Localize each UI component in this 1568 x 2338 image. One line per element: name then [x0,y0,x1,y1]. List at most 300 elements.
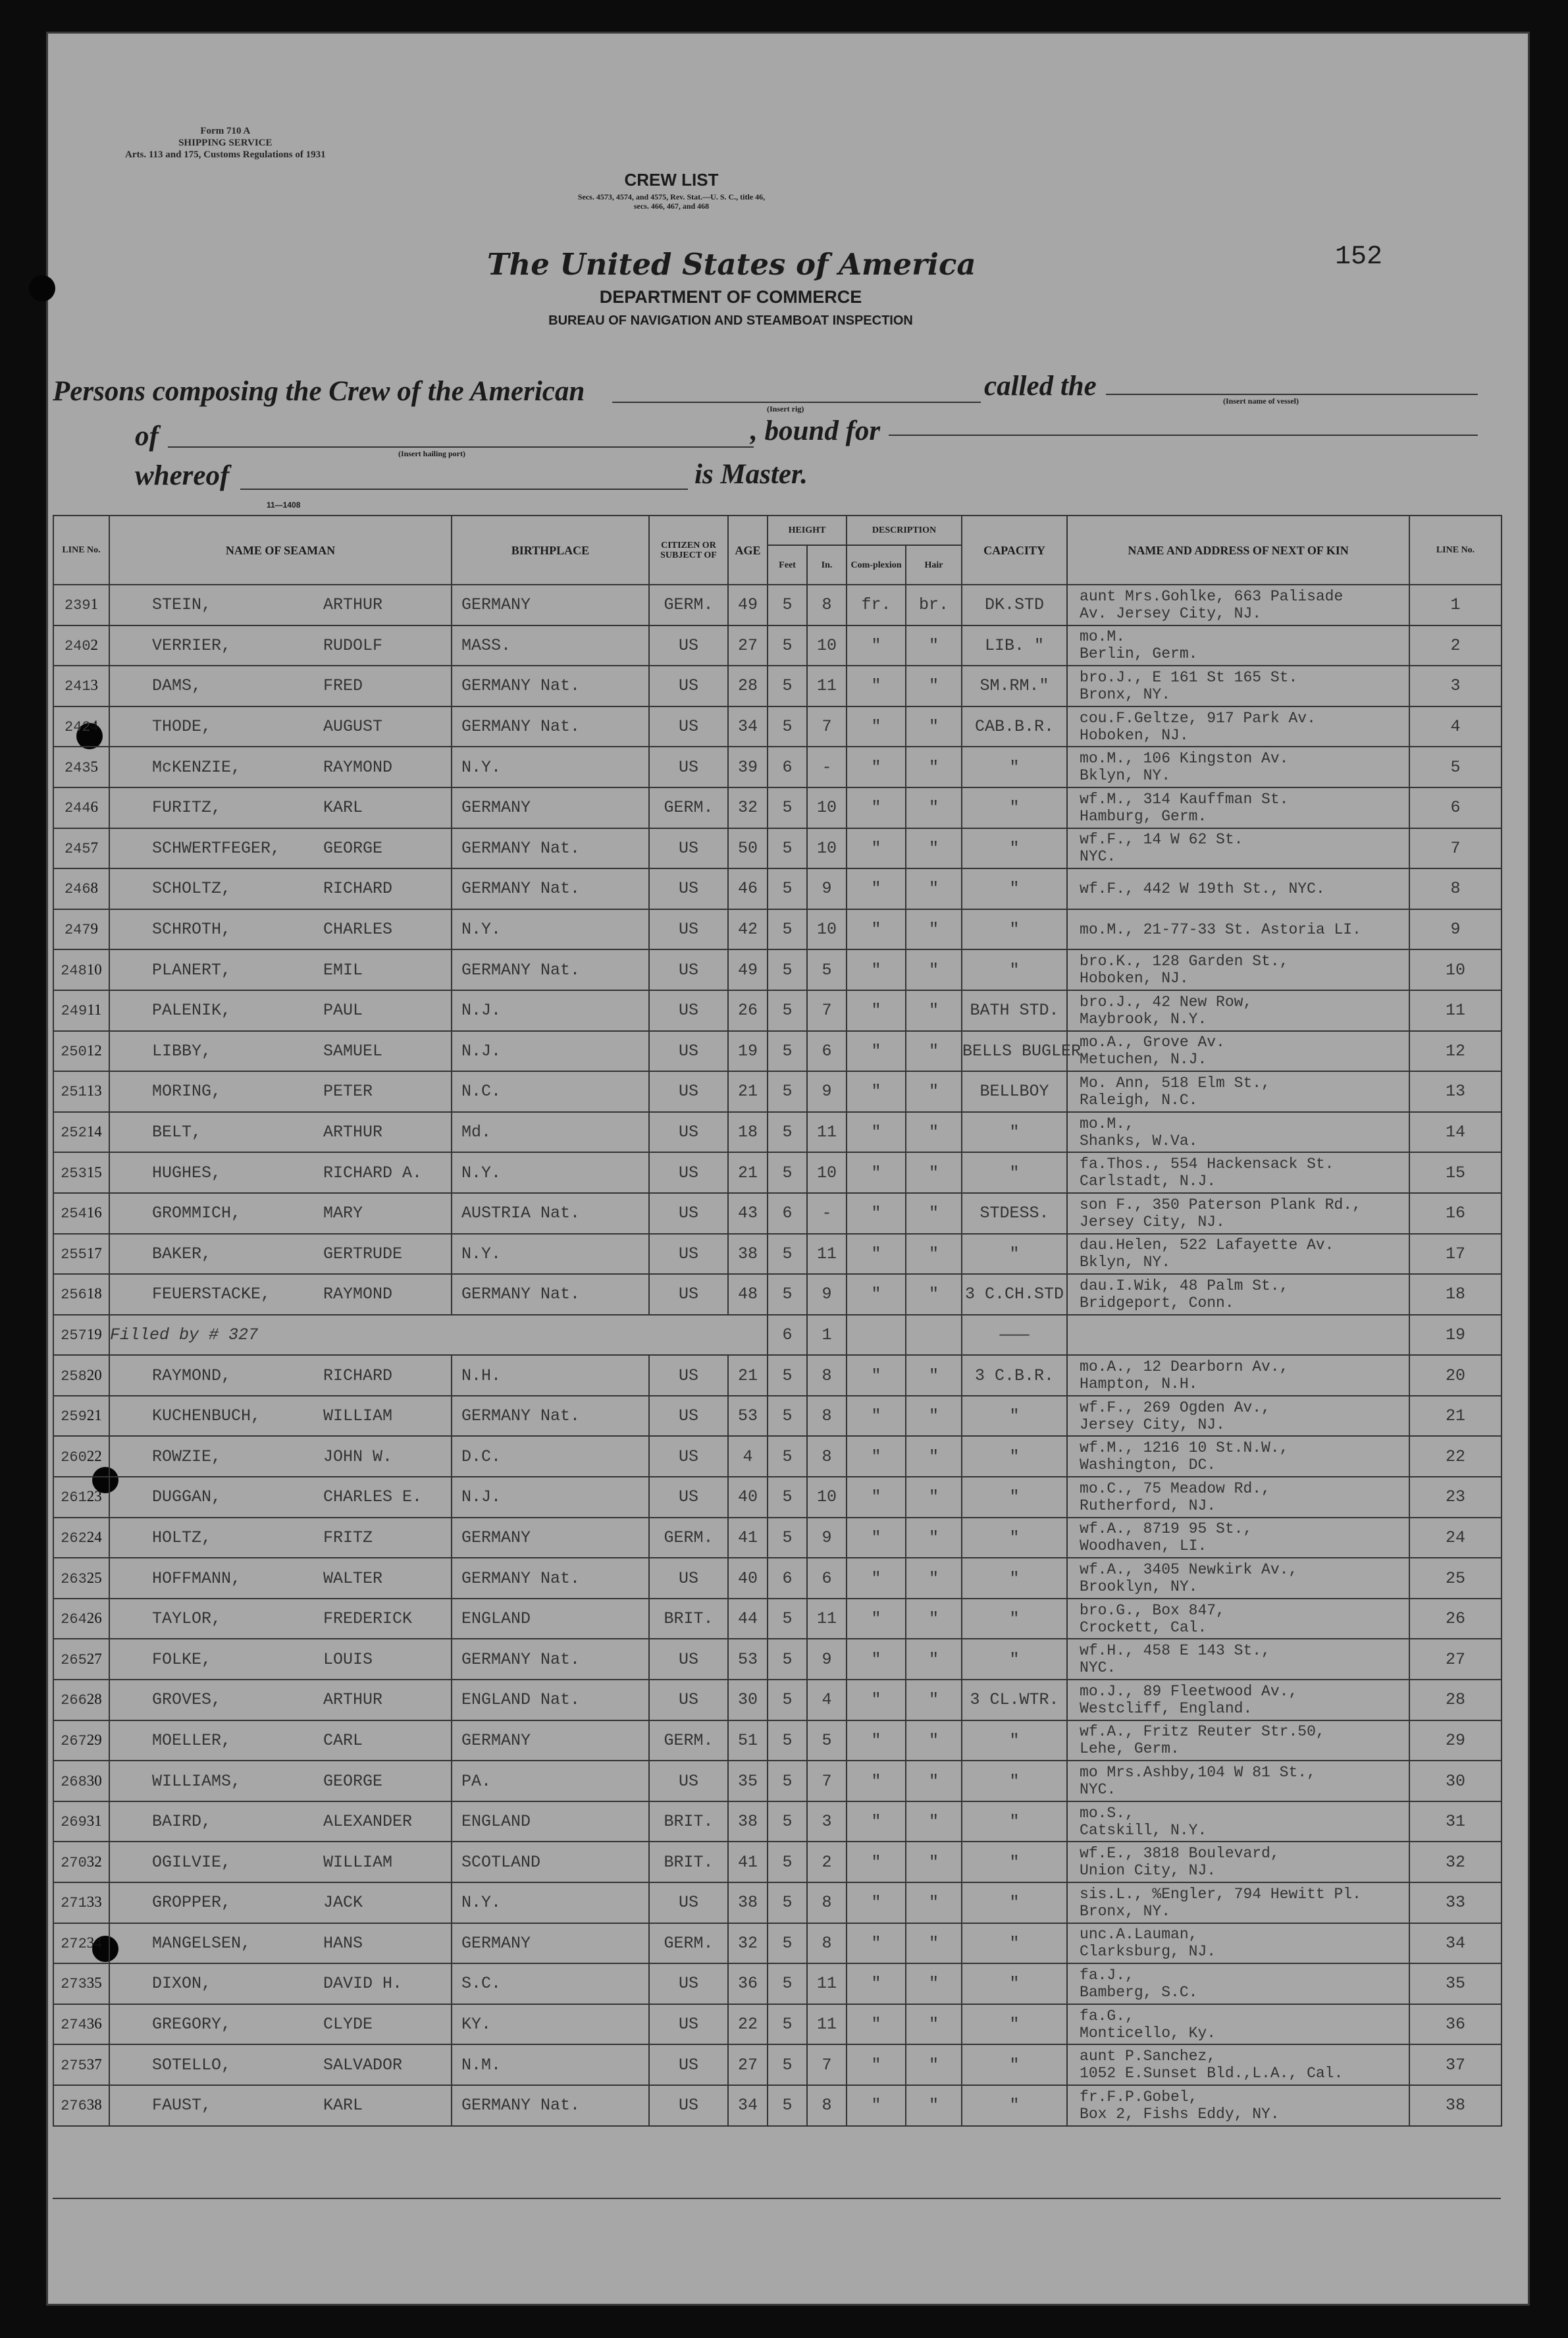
seaman-name-cell [109,1558,452,1599]
kin-address: Clarksburg, NJ. [1080,1943,1216,1961]
line-number-right: 13 [1409,1071,1502,1112]
hair-cell: " [906,1193,962,1234]
inches-cell: 8 [807,1396,847,1437]
given-name: CARL [323,1730,363,1750]
given-name: JACK [323,1893,363,1913]
capacity-cell: STDESS. [962,1193,1067,1234]
complexion-cell: " [847,828,906,869]
given-name: ARTHUR [323,1690,383,1710]
hair-cell: " [906,747,962,787]
surname: HOFFMANN, [152,1568,242,1588]
citizen-cell: US [649,1680,728,1720]
citizen-cell: GERM. [649,1923,728,1964]
feet-cell: 5 [768,585,807,625]
hair-cell: " [906,2044,962,2085]
age-cell: 30 [728,1680,768,1720]
crew-row [53,2044,1502,2085]
seaman-name-cell [109,1355,452,1396]
birthplace-cell: MASS. [452,625,649,666]
age-header: AGE [728,516,768,585]
kin-name: mo.J., 89 Fleetwood Av., [1080,1682,1298,1700]
inches-cell: 6 [807,1558,847,1599]
seaman-name-cell [109,1274,452,1315]
capacity-cell: " [962,1599,1067,1639]
age-cell: 53 [728,1396,768,1437]
capacity-cell: " [962,1720,1067,1761]
line-number-right: 33 [1409,1882,1502,1923]
feet-cell: 5 [768,868,807,909]
seaman-name-cell [109,1477,452,1518]
feet-cell: 5 [768,1680,807,1720]
page-number: 152 [1335,242,1383,272]
vessel-hint: (Insert name of vessel) [1223,396,1299,406]
next-of-kin-cell [1067,1518,1409,1558]
inches-cell: 9 [807,1639,847,1680]
kin-name: fa.G., [1080,2007,1134,2025]
kin-name: wf.F., 14 W 62 St. [1080,831,1243,849]
row-prefix: 273 [61,1976,87,1993]
line-number-right: 24 [1409,1518,1502,1558]
crew-row [53,1152,1502,1193]
given-name: LOUIS [323,1649,373,1669]
capacity-cell: " [962,1558,1067,1599]
line-number-right: 17 [1409,1234,1502,1275]
next-of-kin-cell [1067,1436,1409,1477]
next-of-kin-cell [1067,1112,1409,1153]
height-header: HEIGHT [768,516,847,545]
birthplace-cell: PA. [452,1761,649,1801]
complexion-cell: " [847,1477,906,1518]
next-of-kin-cell [1067,990,1409,1031]
row-line-number: 27 [86,1650,102,1667]
age-cell: 36 [728,1963,768,2004]
row-prefix: 251 [61,1084,87,1101]
hair-cell [906,1315,962,1356]
surname: RAYMOND, [152,1366,232,1385]
kin-name: mo.M., [1080,1115,1134,1132]
surname: DUGGAN, [152,1487,222,1507]
capacity-cell: CAB.B.R. [962,706,1067,747]
inches-cell: 8 [807,1923,847,1964]
hailing-port-blank [168,446,754,448]
line-number-cell [53,1436,109,1477]
surname: THODE, [152,717,212,737]
kin-header: NAME AND ADDRESS OF NEXT OF KIN [1067,516,1409,585]
given-name: RAYMOND [323,757,393,777]
citizen-cell: GERM. [649,1720,728,1761]
feet-cell: 5 [768,990,807,1031]
surname: DAMS, [152,676,202,696]
row-prefix: 241 [64,678,91,695]
row-prefix: 259 [61,1408,87,1425]
given-name: GEORGE [323,838,383,858]
given-name: FRITZ [323,1528,373,1547]
row-line-number: 19 [86,1325,102,1342]
feet-cell: 5 [768,909,807,950]
row-line-number: 38 [86,2096,102,2113]
given-name: PETER [323,1082,373,1102]
hair-cell: " [906,1274,962,1315]
birthplace-cell: KY. [452,2004,649,2045]
line-number-cell [53,1558,109,1599]
next-of-kin-cell [1067,1558,1409,1599]
kin-name: mo Mrs.Ashby,104 W 81 St., [1080,1764,1316,1782]
birthplace-cell: D.C. [452,1436,649,1477]
kin-address: Bridgeport, Conn. [1080,1294,1234,1312]
line-number-right: 26 [1409,1599,1502,1639]
line-number-cell [53,1152,109,1193]
next-of-kin-cell [1067,787,1409,828]
birthplace-cell: GERMANY Nat. [452,706,649,747]
birthplace-cell: N.Y. [452,747,649,787]
citizen-cell: US [649,625,728,666]
row-line-number: 28 [86,1691,102,1708]
row-line-number: 14 [86,1123,102,1140]
line-number-cell [53,1801,109,1842]
kin-address: Box 2, Fishs Eddy, NY. [1080,2105,1280,2123]
next-of-kin-cell [1067,1923,1409,1964]
complexion-cell: " [847,1355,906,1396]
seaman-name-cell [109,990,452,1031]
line-number-cell [53,747,109,787]
age-cell: 39 [728,747,768,787]
age-cell: 21 [728,1355,768,1396]
inches-cell: 8 [807,2085,847,2126]
seaman-name-cell [109,828,452,869]
kin-address: Raleigh, N.C. [1080,1091,1198,1109]
line-number-right: 16 [1409,1193,1502,1234]
seaman-name-cell [109,2044,452,2085]
line-number-right: 28 [1409,1680,1502,1720]
feet-cell: 5 [768,706,807,747]
line-number-cell [53,1518,109,1558]
seaman-name-cell [109,747,452,787]
crew-row [53,1558,1502,1599]
seaman-name-cell [109,2004,452,2045]
complexion-cell: " [847,2044,906,2085]
feet-cell: 5 [768,1963,807,2004]
surname: WILLIAMS, [152,1771,242,1791]
line-number-cell [53,1599,109,1639]
line-number-right: 12 [1409,1031,1502,1072]
line-number-cell [53,1639,109,1680]
crew-row [53,1761,1502,1801]
feet-cell: 5 [768,2044,807,2085]
inches-cell: 10 [807,1477,847,1518]
line-number-cell [53,1761,109,1801]
bureau-heading: BUREAU OF NAVIGATION AND STEAMBOAT INSPECTION [548,313,913,328]
row-prefix: 258 [61,1368,87,1385]
kin-address: Berlin, Germ. [1080,645,1198,663]
kin-address: Union City, NJ. [1080,1862,1216,1880]
inches-cell: 8 [807,1882,847,1923]
feet-cell: 5 [768,1274,807,1315]
is-master-label: is Master. [694,459,808,490]
seaman-name-cell [109,1923,452,1964]
line-number-right: 4 [1409,706,1502,747]
age-cell: 49 [728,585,768,625]
seaman-name-cell [109,1842,452,1882]
line-number-right: 27 [1409,1639,1502,1680]
given-name: KARL [323,798,363,818]
surname: PLANERT, [152,960,232,980]
hair-cell: " [906,1680,962,1720]
birthplace-header: BIRTHPLACE [452,516,649,585]
hair-header: Hair [906,545,962,585]
row-prefix: 256 [61,1287,87,1304]
age-cell: 49 [728,949,768,990]
row-line-number: 9 [90,920,99,938]
line-number-right: 9 [1409,909,1502,950]
birthplace-cell: GERMANY Nat. [452,2085,649,2126]
given-name: CHARLES [323,920,393,940]
line-number-right: 23 [1409,1477,1502,1518]
kin-address: Woodhaven, LI. [1080,1537,1207,1555]
kin-name: mo.M. [1080,628,1126,646]
hair-cell: " [906,1599,962,1639]
crew-line-label: Persons composing the Crew of the American [53,376,585,407]
crew-row [53,949,1502,990]
crew-row [53,828,1502,869]
line-number-right: 6 [1409,787,1502,828]
hair-cell: " [906,990,962,1031]
capacity-cell: SM.RM." [962,666,1067,706]
kin-address: Jersey City, NJ. [1080,1416,1225,1433]
row-prefix: 269 [61,1814,87,1831]
complexion-cell: " [847,868,906,909]
crew-row [53,625,1502,666]
line-number-cell [53,828,109,869]
row-line-number: 22 [86,1447,102,1464]
row-line-number: 30 [86,1772,102,1789]
seaman-name-cell [109,1152,452,1193]
statute-reference: Secs. 4573, 4574, and 4575, Rev. Stat.—U. S. C., title 46, secs. 466, 467, and 468 [577,192,766,211]
citizen-cell: US [649,2004,728,2045]
given-name: AUGUST [323,717,383,737]
hair-cell: " [906,1639,962,1680]
given-name: SAMUEL [323,1041,383,1061]
citizen-cell: US [649,1071,728,1112]
birthplace-cell: ENGLAND Nat. [452,1680,649,1720]
birthplace-cell: N.Y. [452,1882,649,1923]
age-cell: 51 [728,1720,768,1761]
given-name: ARTHUR [323,1123,383,1142]
inches-cell: 11 [807,2004,847,2045]
seaman-name-cell [109,666,452,706]
capacity-cell: BATH STD. [962,990,1067,1031]
line-number-cell [53,990,109,1031]
next-of-kin-cell [1067,1842,1409,1882]
hair-cell: " [906,1031,962,1072]
kin-name: Mo. Ann, 518 Elm St., [1080,1074,1270,1092]
crew-row [53,2085,1502,2126]
kin-address: Catskill, N.Y. [1080,1821,1207,1839]
row-line-number: 12 [86,1042,102,1059]
line-number-right: 3 [1409,666,1502,706]
kin-address: Bronx, NY. [1080,1902,1171,1920]
crew-row [53,1882,1502,1923]
kin-name: bro.K., 128 Garden St., [1080,953,1289,970]
row-line-number: 7 [90,839,99,856]
age-cell: 41 [728,1518,768,1558]
kin-address: NYC. [1080,848,1116,866]
hair-cell: " [906,787,962,828]
next-of-kin-cell [1067,1680,1409,1720]
given-name: WILLIAM [323,1406,393,1426]
surname: McKENZIE, [152,757,242,777]
inches-cell: 7 [807,1761,847,1801]
line-number-right: 37 [1409,2044,1502,2085]
kin-name: dau.Helen, 522 Lafayette Av. [1080,1236,1334,1254]
kin-name: mo.M., 106 Kingston Av. [1080,750,1289,768]
row-prefix: 265 [61,1651,87,1668]
crew-row [53,1801,1502,1842]
capacity-cell: " [962,1761,1067,1801]
citizen-cell: US [649,949,728,990]
line-number-cell [53,1315,109,1356]
crew-list-title: CREW LIST [624,170,719,190]
next-of-kin-cell [1067,1274,1409,1315]
kin-name: son F., 350 Paterson Plank Rd., [1080,1196,1361,1213]
row-prefix: 255 [61,1246,87,1263]
citizen-cell: US [649,1436,728,1477]
hair-cell: " [906,2004,962,2045]
surname: BELT, [152,1123,202,1142]
birthplace-cell: GERMANY Nat. [452,1639,649,1680]
inches-cell: 11 [807,666,847,706]
line-number-right: 25 [1409,1558,1502,1599]
age-cell: 38 [728,1882,768,1923]
hair-cell: " [906,1761,962,1801]
complexion-cell: " [847,625,906,666]
line-number-cell [53,949,109,990]
line-number-right: 35 [1409,1963,1502,2004]
given-name: GERTRUDE [323,1244,403,1263]
given-name: ALEXANDER [323,1812,413,1832]
next-of-kin-cell [1067,868,1409,909]
line-number-right: 10 [1409,949,1502,990]
complexion-cell: " [847,747,906,787]
line-no-right-header: LINE No. [1409,516,1502,585]
next-of-kin-cell [1067,1963,1409,2004]
row-prefix: 272 [61,1935,87,1952]
kin-address: Washington, DC. [1080,1456,1216,1474]
row-prefix: 254 [61,1206,87,1223]
kin-name: dau.I.Wik, 48 Palm St., [1080,1277,1289,1294]
crew-row [53,1193,1502,1234]
row-line-number: 32 [86,1853,102,1870]
feet-cell: 5 [768,1801,807,1842]
complexion-cell: " [847,1112,906,1153]
complexion-cell: " [847,1882,906,1923]
birthplace-cell: N.Y. [452,1152,649,1193]
given-name: EMIL [323,960,363,980]
seaman-name-cell [109,1031,452,1072]
capacity-cell: " [962,1234,1067,1275]
given-name: WALTER [323,1568,383,1588]
age-cell: 44 [728,1599,768,1639]
surname: FAUST, [152,2096,212,2115]
seaman-name-cell [109,787,452,828]
citizen-cell: BRIT. [649,1842,728,1882]
kin-address: Hoboken, NJ. [1080,970,1189,988]
birthplace-cell: N.Y. [452,909,649,950]
feet-cell: 5 [768,1477,807,1518]
surname: FURITZ, [152,798,222,818]
next-of-kin-cell [1067,828,1409,869]
hair-cell: " [906,1396,962,1437]
surname: GROVES, [152,1690,222,1710]
next-of-kin-cell [1067,1477,1409,1518]
kin-name: mo.M., 21-77-33 St. Astoria LI. [1080,920,1361,938]
next-of-kin-cell [1067,1396,1409,1437]
kin-name: wf.F., 269 Ogden Av., [1080,1398,1270,1416]
feet-cell: 5 [768,666,807,706]
row-prefix: 276 [61,2098,87,2115]
birthplace-cell: SCOTLAND [452,1842,649,1882]
line-number-right: 34 [1409,1923,1502,1964]
line-number-cell [53,1234,109,1275]
line-number-cell [53,909,109,950]
hair-cell: " [906,1842,962,1882]
row-line-number: 23 [86,1488,102,1505]
age-cell: 43 [728,1193,768,1234]
row-prefix: 264 [61,1611,87,1628]
birthplace-cell: GERMANY Nat. [452,828,649,869]
complexion-cell: " [847,787,906,828]
citizen-cell: GERM. [649,787,728,828]
kin-name: wf.E., 3818 Boulevard, [1080,1845,1280,1863]
crew-row [53,585,1502,625]
row-line-number: 15 [86,1163,102,1181]
next-of-kin-cell [1067,2085,1409,2126]
kin-address: Av. Jersey City, NJ. [1080,604,1262,622]
citizen-cell: US [649,909,728,950]
inches-cell: - [807,747,847,787]
surname: SCHOLTZ, [152,879,232,899]
feet-cell: 5 [768,1112,807,1153]
crew-row [53,1071,1502,1112]
capacity-cell: " [962,1923,1067,1964]
crew-row [53,787,1502,828]
line-number-cell [53,1193,109,1234]
row-prefix: 260 [61,1448,87,1466]
inches-cell: 7 [807,990,847,1031]
complexion-cell [847,1315,906,1356]
complexion-cell: " [847,706,906,747]
feet-cell: 5 [768,828,807,869]
line-number-cell [53,1680,109,1720]
inches-cell: 7 [807,2044,847,2085]
complexion-cell: " [847,1396,906,1437]
age-cell: 35 [728,1761,768,1801]
hair-cell: " [906,1720,962,1761]
age-cell: 38 [728,1234,768,1275]
line-number-cell [53,1923,109,1964]
row-prefix: 243 [64,759,91,776]
capacity-cell: " [962,949,1067,990]
seaman-name-cell [109,1599,452,1639]
birthplace-cell: GERMANY Nat. [452,1396,649,1437]
given-name: MARY [323,1204,363,1223]
kin-name: wf.H., 458 E 143 St., [1080,1642,1270,1660]
row-line-number: 25 [86,1569,102,1586]
inches-cell: 2 [807,1842,847,1882]
vessel-blank [1106,394,1478,395]
age-cell: 32 [728,787,768,828]
capacity-cell: " [962,1112,1067,1153]
capacity-cell: 3 CL.WTR. [962,1680,1067,1720]
